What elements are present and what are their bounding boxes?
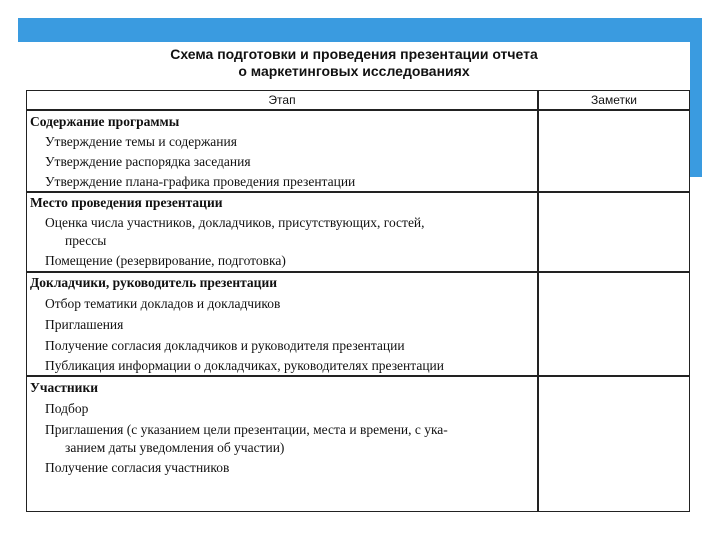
section-heading: Участники (30, 380, 99, 395)
list-item-continuation: прессы (65, 233, 107, 248)
list-item: Приглашения (с указанием цели презентации, места и времени, с ука- (45, 422, 448, 437)
section-heading: Докладчики, руководитель презентации (30, 275, 277, 290)
header-stage: Этап (268, 93, 296, 107)
list-item: Утверждение плана-графика проведения презентации (45, 174, 356, 189)
header-divider (27, 109, 689, 111)
document-title (18, 46, 690, 80)
list-item: Утверждение распорядка заседания (45, 154, 251, 169)
list-item: Приглашения (45, 317, 124, 332)
list-item-continuation: занием даты уведомления об участии) (65, 440, 285, 455)
list-item: Получение согласия докладчиков и руководителя презентации (45, 338, 405, 353)
header-notes: Заметки (591, 93, 637, 107)
section-divider (27, 191, 689, 193)
document-sheet (18, 42, 690, 482)
list-item: Получение согласия участников (45, 460, 230, 475)
presentation-plan-table (26, 90, 690, 512)
list-item: Подбор (45, 401, 89, 416)
list-item: Помещение (резервирование, подготовка) (45, 253, 286, 268)
section-heading: Место проведения презентации (30, 195, 223, 210)
title-line-1: Схема подготовки и проведения презентации отчета (170, 46, 538, 62)
section-divider (27, 271, 689, 273)
title-line-2: о маркетинговых исследованиях (238, 63, 470, 79)
section-divider (27, 375, 689, 377)
slide-side-bar (690, 42, 702, 177)
column-divider (537, 91, 539, 511)
slide-top-bar (18, 18, 702, 42)
list-item: Оценка числа участников, докладчиков, присутствующих, гостей, (45, 215, 425, 230)
section-heading: Содержание программы (30, 114, 180, 129)
list-item: Утверждение темы и содержания (45, 134, 237, 149)
list-item: Публикация информации о докладчиках, руководителях презентации (45, 358, 444, 373)
list-item: Отбор тематики докладов и докладчиков (45, 296, 281, 311)
